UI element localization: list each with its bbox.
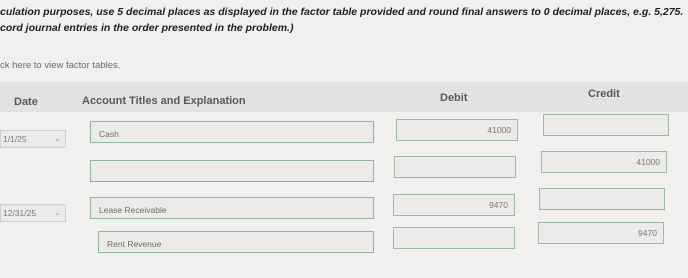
credit-field-row-4[interactable]: 9470	[538, 222, 664, 244]
factor-tables-link[interactable]: ck here to view factor tables.	[0, 60, 121, 71]
credit-field-row-1[interactable]	[543, 114, 669, 136]
date-select-row-3[interactable]	[0, 204, 66, 222]
instructions	[0, 4, 688, 36]
debit-field-row-3[interactable]: 9470	[393, 194, 515, 216]
date-value: 12/31/25	[3, 208, 37, 218]
table-header	[0, 82, 688, 112]
header-debit: Debit	[440, 92, 468, 104]
instructions-line-2: cord journal entries in the order presented in the problem.)	[0, 22, 294, 34]
credit-field-row-2[interactable]: 41000	[541, 151, 667, 173]
header-credit: Credit	[588, 88, 620, 100]
credit-field-row-3[interactable]	[539, 188, 665, 210]
header-account: Account Titles and Explanation	[82, 95, 246, 107]
date-select-row-1[interactable]	[0, 130, 66, 148]
account-field-row-3[interactable]: Lease Receivable	[90, 197, 374, 219]
header-date: Date	[14, 96, 38, 108]
instructions-line-1: culation purposes, use 5 decimal places as displayed in the factor table provided and round final answers to 0 decimal places, e.g. 5,275.	[0, 6, 684, 18]
account-field-row-2[interactable]	[90, 160, 374, 182]
debit-field-row-2[interactable]	[394, 156, 516, 178]
date-value: 1/1/25	[3, 134, 27, 144]
chevron-down-icon: ⌄	[54, 134, 61, 143]
account-field-row-4[interactable]: Rent Revenue	[98, 231, 374, 253]
chevron-down-icon: ⌄	[54, 208, 61, 217]
debit-field-row-1[interactable]: 41000	[396, 119, 518, 141]
debit-field-row-4[interactable]	[393, 227, 515, 249]
account-field-row-1[interactable]: Cash	[90, 121, 374, 143]
